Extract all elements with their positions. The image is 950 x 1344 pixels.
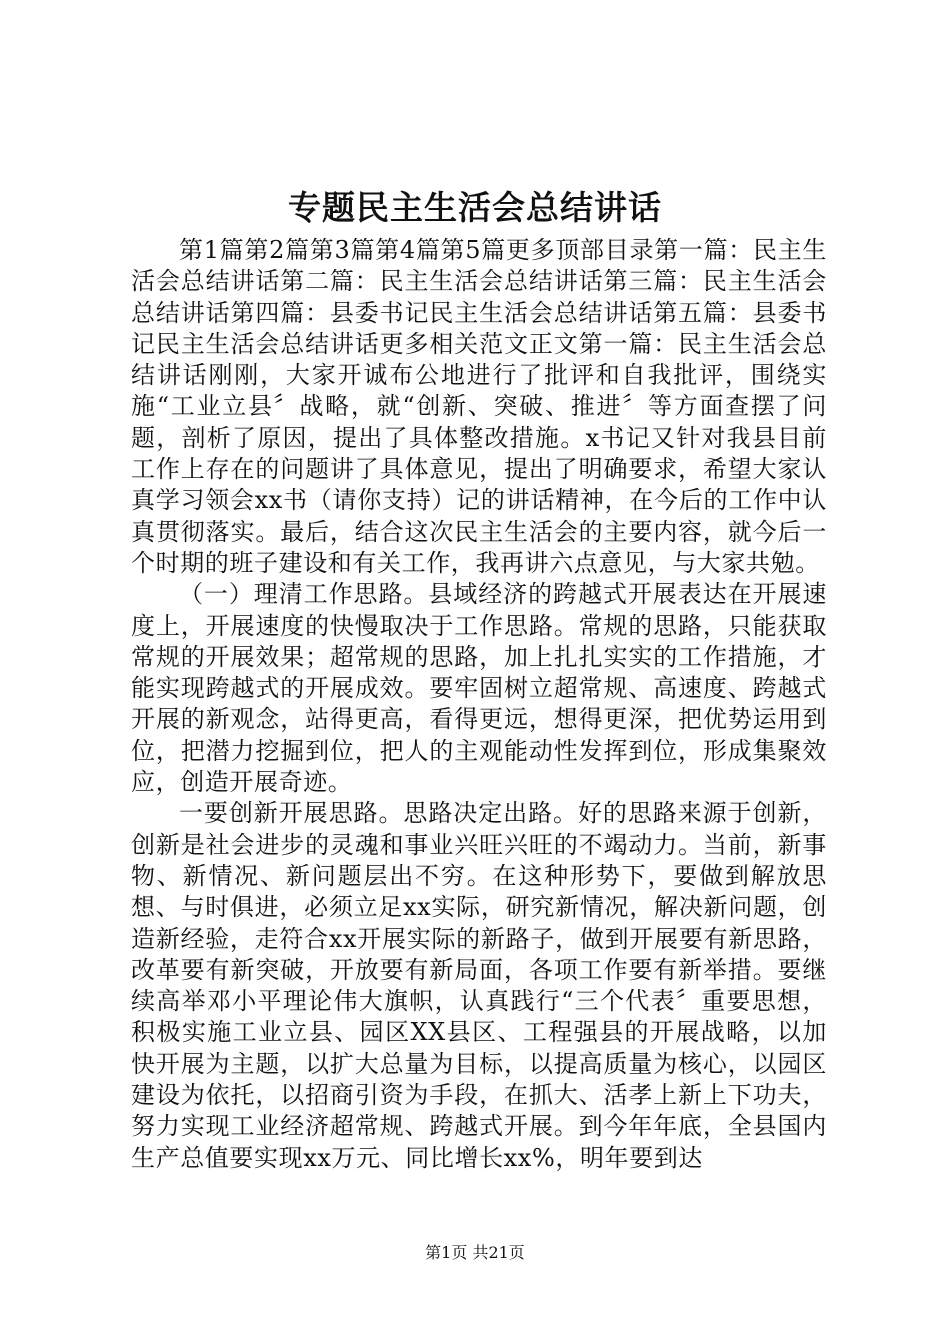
paragraph-innovation: 一要创新开展思路。思路决定出路。好的思路来源于创新，创新是社会进步的灵魂和事业兴旺兴旺的不竭动力。当前，新事物、新情况、新问题层出不穷。在这种形势下，要做到解放思想、与时俱进，必须立足xx实际，研究新情况，解决新问题，创造新经验，走符合xx开展实际的新路子，做到开展要有新思路，改革要有新突破，开放要有新局面，各项工作要有新举措。要继续高举邓小平理论伟大旗帜，认真践行“三个代表〞重要思想，积极实施工业立县、园区XX县区、工程强县的开展战略，以加快开展为主题，以扩大总量为目标，以提高质量为核心，以园区建设为依托，以招商引资为手段，在抓大、活孝上新上下功夫，努力实现工业经济超常规、跨越式开展。到今年年底，全县国内生产总值要实现xx万元、同比增长xx%，明年要到达 xyxy=(131,799,827,1172)
paragraph-intro: 第1篇第2篇第3篇第4篇第5篇更多顶部目录第一篇：民主生活会总结讲话第二篇：民主生活会总结讲话第三篇：民主生活会总结讲话第四篇：县委书记民主生活会总结讲话第五篇：县委书记民主生活会总结讲话更多相关范文正文第一篇：民主生活会总结讲话刚刚，大家开诚布公地进行了批评和自我批评，围绕实施“工业立县〞战略，就“创新、突破、推进〞等方面查摆了问题，剖析了原因，提出了具体整改措施。x书记又针对我县目前工作上存在的问题讲了具体意见，提出了明确要求，希望大家认真学习领会xx书（请你支持）记的讲话精神，在今后的工作中认真贯彻落实。最后，结合这次民主生活会的主要内容，就今后一个时期的班子建设和有关工作，我再讲六点意见，与大家共勉。 xyxy=(131,236,827,577)
document-title: 专题民主生活会总结讲话 xyxy=(288,188,662,227)
page-footer: 第1页 共21页 xyxy=(425,1243,525,1262)
paragraph-section-one: （一）理清工作思路。县域经济的跨越式开展表达在开展速度上，开展速度的快慢取决于工作思路。常规的思路，只能获取常规的开展效果；超常规的思路，加上扎扎实实的工作措施，才能实现跨越式的开展成效。要牢固树立超常规、高速度、跨越式开展的新观念，站得更高，看得更远，想得更深，把优势运用到位，把潜力挖掘到位，把人的主观能动性发挥到位，形成集聚效应，创造开展奇迹。 xyxy=(131,580,827,797)
document-body xyxy=(131,235,827,1174)
